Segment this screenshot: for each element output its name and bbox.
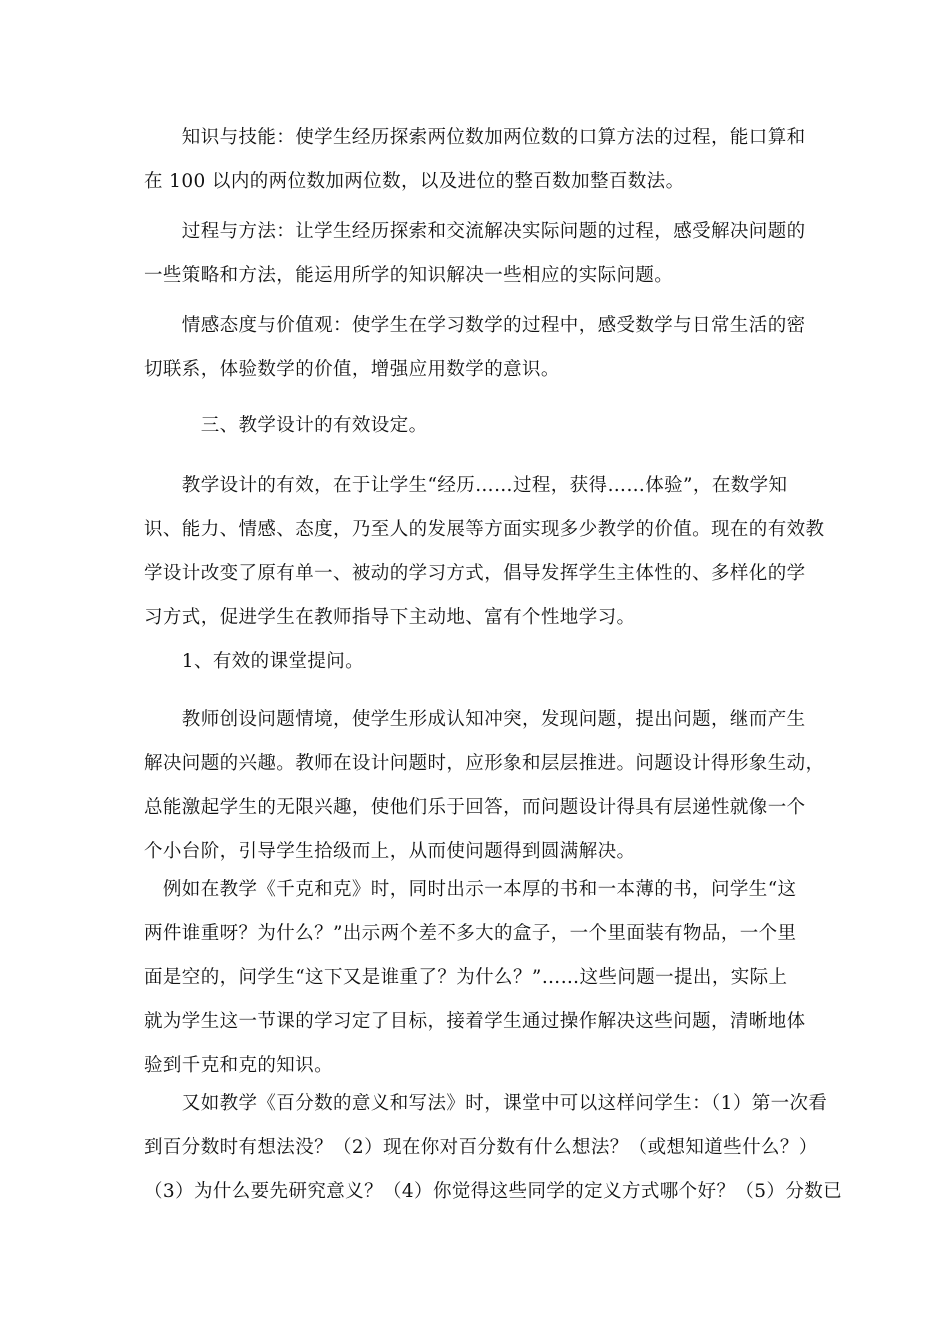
paragraph-knowledge-skills [144, 124, 810, 212]
text-line: 一些策略和方法，能运用所学的知识解决一些相应的实际问题。 [144, 265, 674, 286]
text-line: 例如在教学《千克和克》时，同时出示一本厚的书和一本薄的书，问学生“这 [144, 879, 797, 900]
text-line: 知识与技能：使学生经历探索两位数加两位数的口算方法的过程，能口算和 [144, 127, 806, 148]
heading-line: 1、有效的课堂提问。 [144, 651, 365, 672]
text-line: 情感态度与价值观：使学生在学习数学的过程中，感受数学与日常生活的密 [144, 315, 806, 336]
subsection-heading [144, 648, 810, 692]
section-heading [144, 412, 810, 456]
text-line: 在 100 以内的两位数加两位数，以及进位的整百数加整百数法。 [144, 171, 685, 192]
text-line: 验到千克和克的知识。 [144, 1055, 334, 1076]
text-line: 教学设计的有效，在于让学生“经历……过程，获得……体验”，在数学知 [144, 475, 788, 496]
text-line: 总能激起学生的无限兴趣，使他们乐于回答，而问题设计得具有层递性就像一个 [144, 797, 806, 818]
text-line: 到百分数时有想法没？（2）现在你对百分数有什么想法？（或想知道些什么？） [144, 1137, 818, 1158]
paragraph-design-effectiveness [144, 472, 825, 648]
text-line: 切联系，体验数学的价值，增强应用数学的意识。 [144, 359, 560, 380]
text-line: 学设计改变了原有单一、被动的学习方式，倡导发挥学生主体性的、多样化的学 [144, 563, 806, 584]
text-line: 解决问题的兴趣。教师在设计问题时，应形象和层层推进。问题设计得形象生动， [144, 753, 825, 774]
paragraph-example-kilogram [144, 876, 810, 1096]
text-line: 过程与方法：让学生经历探索和交流解决实际问题的过程，感受解决问题的 [144, 221, 806, 242]
text-line: 识、能力、情感、态度，乃至人的发展等方面实现多少教学的价值。现在的有效教 [144, 519, 825, 540]
heading-line: 三、教学设计的有效设定。 [144, 415, 428, 436]
text-line: 就为学生这一节课的学习定了目标，接着学生通过操作解决这些问题，清晰地体 [144, 1011, 806, 1032]
text-line: （3）为什么要先研究意义？（4）你觉得这些同学的定义方式哪个好？（5）分数已 [144, 1181, 843, 1202]
text-line: 个小台阶，引导学生拾级而上，从而使问题得到圆满解决。 [144, 841, 636, 862]
text-line: 又如教学《百分数的意义和写法》时，课堂中可以这样问学生：（1）第一次看 [144, 1093, 828, 1114]
text-line: 习方式，促进学生在教师指导下主动地、富有个性地学习。 [144, 607, 636, 628]
paragraph-questioning [144, 706, 825, 882]
paragraph-process-methods [144, 218, 810, 306]
text-line: 教师创设问题情境，使学生形成认知冲突，发现问题，提出问题，继而产生 [144, 709, 806, 730]
text-line: 面是空的，问学生“这下又是谁重了？为什么？”……这些问题一提出，实际上 [144, 967, 788, 988]
paragraph-attitudes-values [144, 312, 810, 400]
paragraph-example-percentage [144, 1090, 843, 1222]
text-line: 两件谁重呀？为什么？”出示两个差不多大的盒子，一个里面装有物品，一个里 [144, 923, 797, 944]
